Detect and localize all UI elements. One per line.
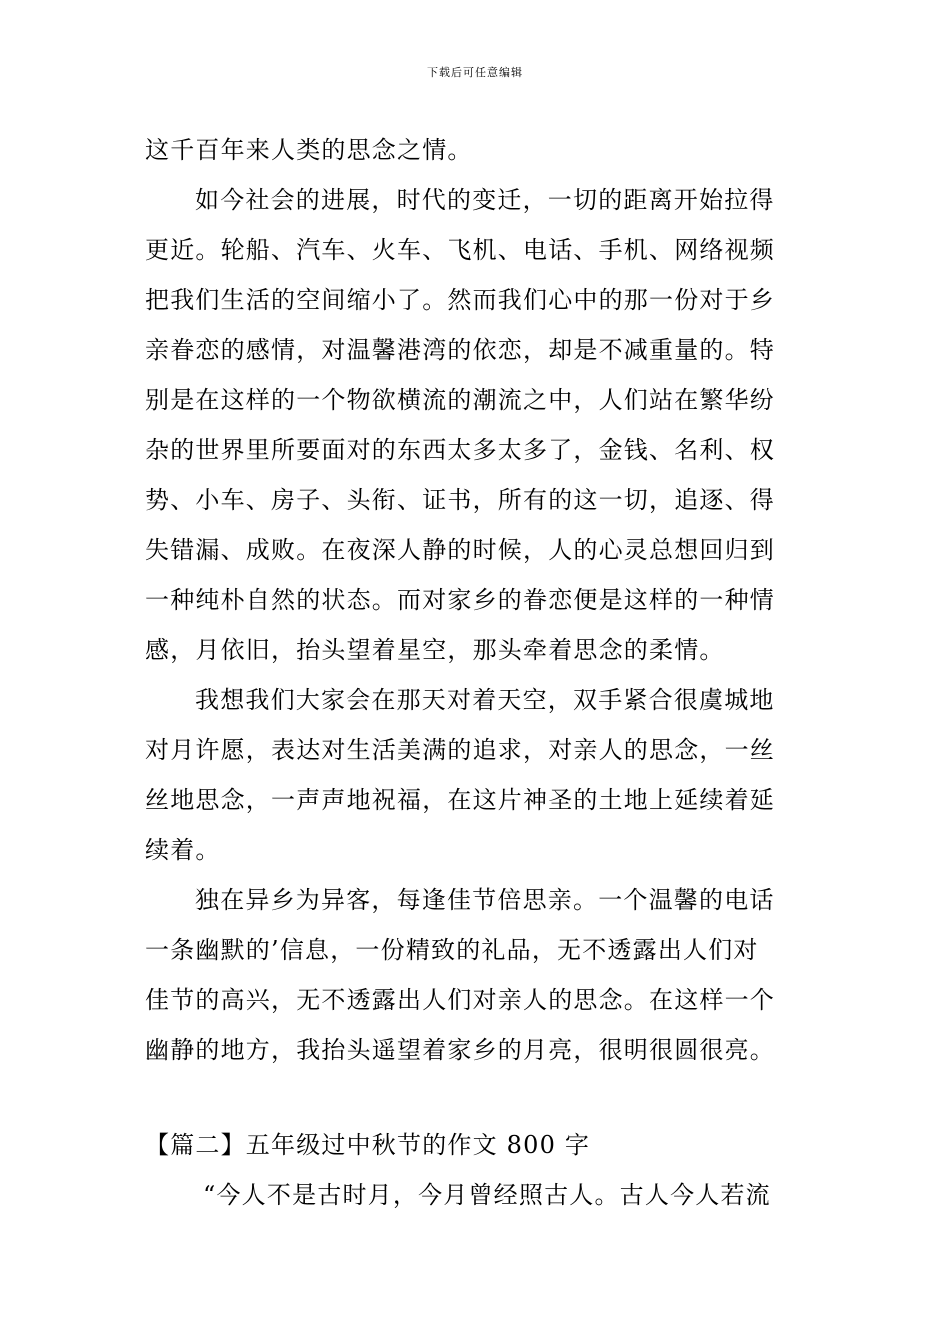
paragraph-line: 更近。轮船、汽车、火车、飞机、电话、手机、网络视频 (145, 236, 775, 264)
paragraph-line: 别是在这样的一个物欲横流的潮流之中，人们站在繁华纷 (145, 386, 775, 414)
paragraph-line: 独在异乡为异客，每逢佳节倍思亲。一个温馨的电话 (195, 886, 775, 914)
section-block (145, 1120, 810, 1220)
paragraph-line: 如今社会的进展，时代的变迁，一切的距离开始拉得 (195, 186, 775, 214)
paragraph-line: 我想我们大家会在那天对着天空，双手紧合很虞城地 (195, 686, 775, 714)
paragraph-line: 杂的世界里所要面对的东西太多太多了，金钱、名利、权 (145, 436, 775, 464)
paragraph-line: 亲眷恋的感情，对温馨港湾的依恋，却是不减重量的。特 (145, 336, 775, 364)
section-title: 【篇二】五年级过中秋节的作文 800 字 (145, 1131, 591, 1159)
paragraph-line: 感，月依旧，抬头望着星空，那头牵着思念的柔情。 (145, 636, 725, 664)
paragraph-line: 失错漏、成败。在夜深人静的时候，人的心灵总想回归到 (145, 536, 775, 564)
paragraph-line: 把我们生活的空间缩小了。然而我们心中的那一份对于乡 (145, 286, 775, 314)
paragraph-line: 一条幽默的’信息，一份精致的礼品，无不透露出人们对 (145, 936, 759, 964)
paragraph-line: 势、小车、房子、头衔、证书，所有的这一切，追逐、得 (145, 486, 775, 514)
paragraph-line: 对月许愿，表达对生活美满的追求，对亲人的思念，一丝 (145, 736, 775, 764)
paragraph-line: 这千百年来人类的思念之情。 (145, 136, 473, 164)
document-body (145, 125, 810, 1075)
paragraph-line: 续着。 (145, 836, 221, 864)
paragraph-line: 佳节的高兴，无不透露出人们对亲人的思念。在这样一个 (145, 986, 775, 1014)
paragraph-line: “今人不是古时月，今月曾经照古人。古人今人若流 (203, 1181, 771, 1209)
paragraph-line: 幽静的地方，我抬头遥望着家乡的月亮，很明很圆很亮。 (145, 1036, 775, 1064)
page-header: 下载后可任意编辑 (427, 66, 523, 79)
paragraph-line: 丝地思念，一声声地祝福，在这片神圣的土地上延续着延 (145, 786, 775, 814)
paragraph-line: 一种纯朴自然的状态。而对家乡的眷恋便是这样的一种情 (145, 586, 775, 614)
